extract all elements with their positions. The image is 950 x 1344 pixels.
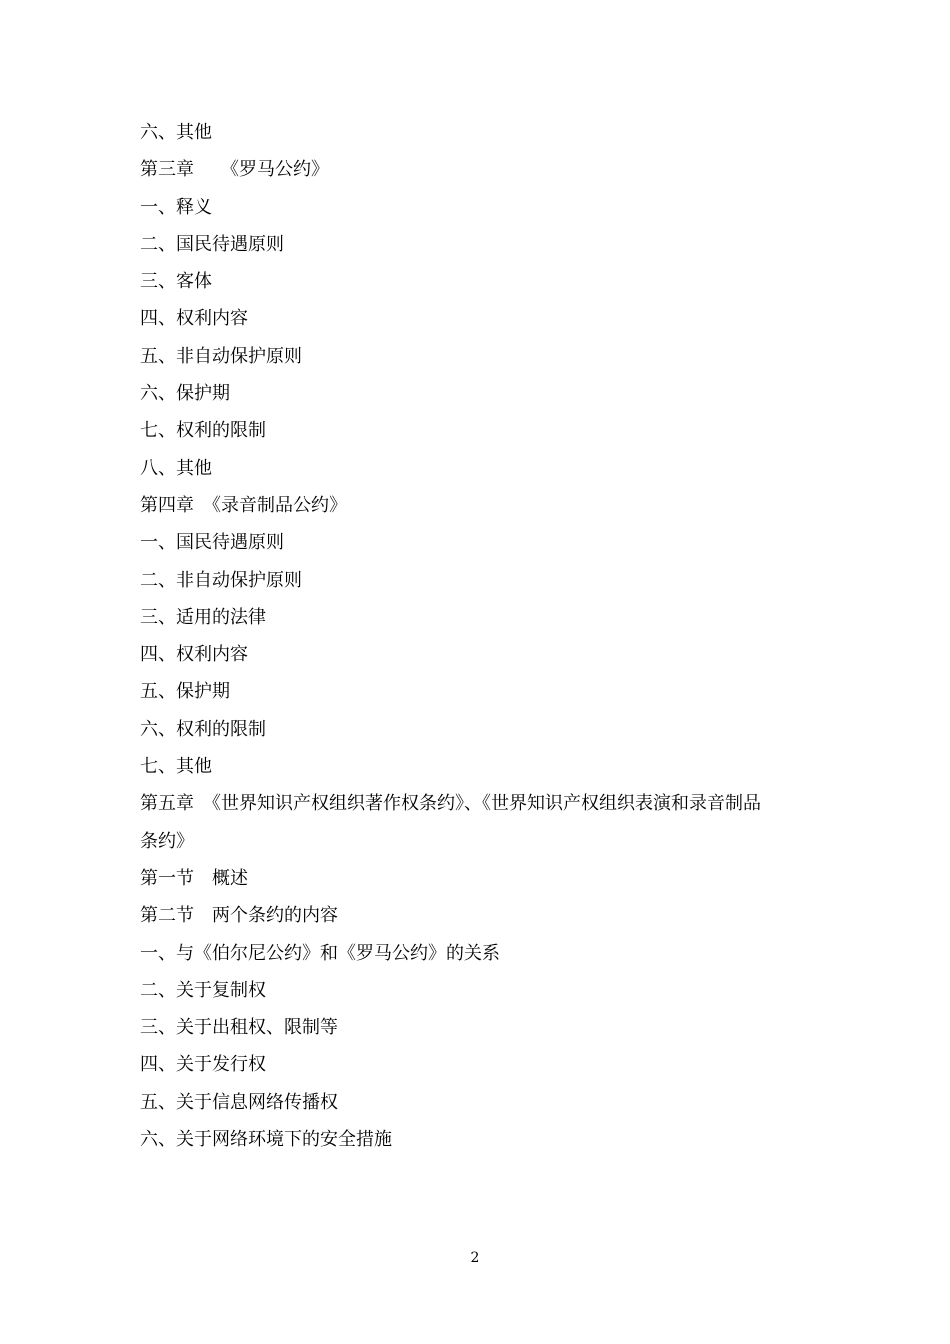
outline-line: 二、非自动保护原则: [140, 569, 302, 591]
outline-line: 七、其他: [140, 756, 212, 778]
outline-line: 六、权利的限制: [140, 718, 266, 740]
outline-line: 五、保护期: [140, 681, 230, 703]
outline-line: 八、其他: [140, 457, 212, 479]
outline-line: 七、权利的限制: [140, 420, 266, 442]
outline-line: 五、关于信息网络传播权: [140, 1091, 338, 1113]
outline-line: 一、释义: [140, 196, 212, 218]
outline-line: 三、关于出租权、限制等: [140, 1017, 338, 1039]
outline-line: 三、客体: [140, 271, 212, 293]
outline-line: 五、非自动保护原则: [140, 345, 302, 367]
chapter-heading: 第四章 《录音制品公约》: [140, 494, 347, 516]
outline-list: [140, 114, 830, 1158]
outline-line: 六、保护期: [140, 383, 230, 405]
outline-line: 六、其他: [140, 122, 212, 143]
chapter-heading: 第五章 《世界知识产权组织著作权条约》、《世界知识产权组织表演和录音制品: [140, 793, 761, 815]
outline-line: 六、关于网络环境下的安全措施: [140, 1129, 392, 1151]
section-heading: 第一节 概述: [140, 867, 248, 889]
outline-line: 四、权利内容: [140, 308, 248, 330]
chapter-heading-continued: 条约》: [140, 830, 194, 852]
section-heading: 第二节 两个条约的内容: [140, 905, 338, 927]
outline-line: 四、权利内容: [140, 644, 248, 666]
outline-line: 二、关于复制权: [140, 979, 266, 1001]
outline-line: 二、国民待遇原则: [140, 233, 284, 255]
outline-line: 一、与《伯尔尼公约》和《罗马公约》的关系: [140, 942, 500, 964]
page-number: 2: [470, 1250, 480, 1266]
outline-line: 一、国民待遇原则: [140, 532, 284, 554]
chapter-heading: 第三章 《罗马公约》: [140, 159, 329, 181]
outline-line: 三、适用的法律: [140, 606, 266, 628]
outline-line: 四、关于发行权: [140, 1054, 266, 1076]
